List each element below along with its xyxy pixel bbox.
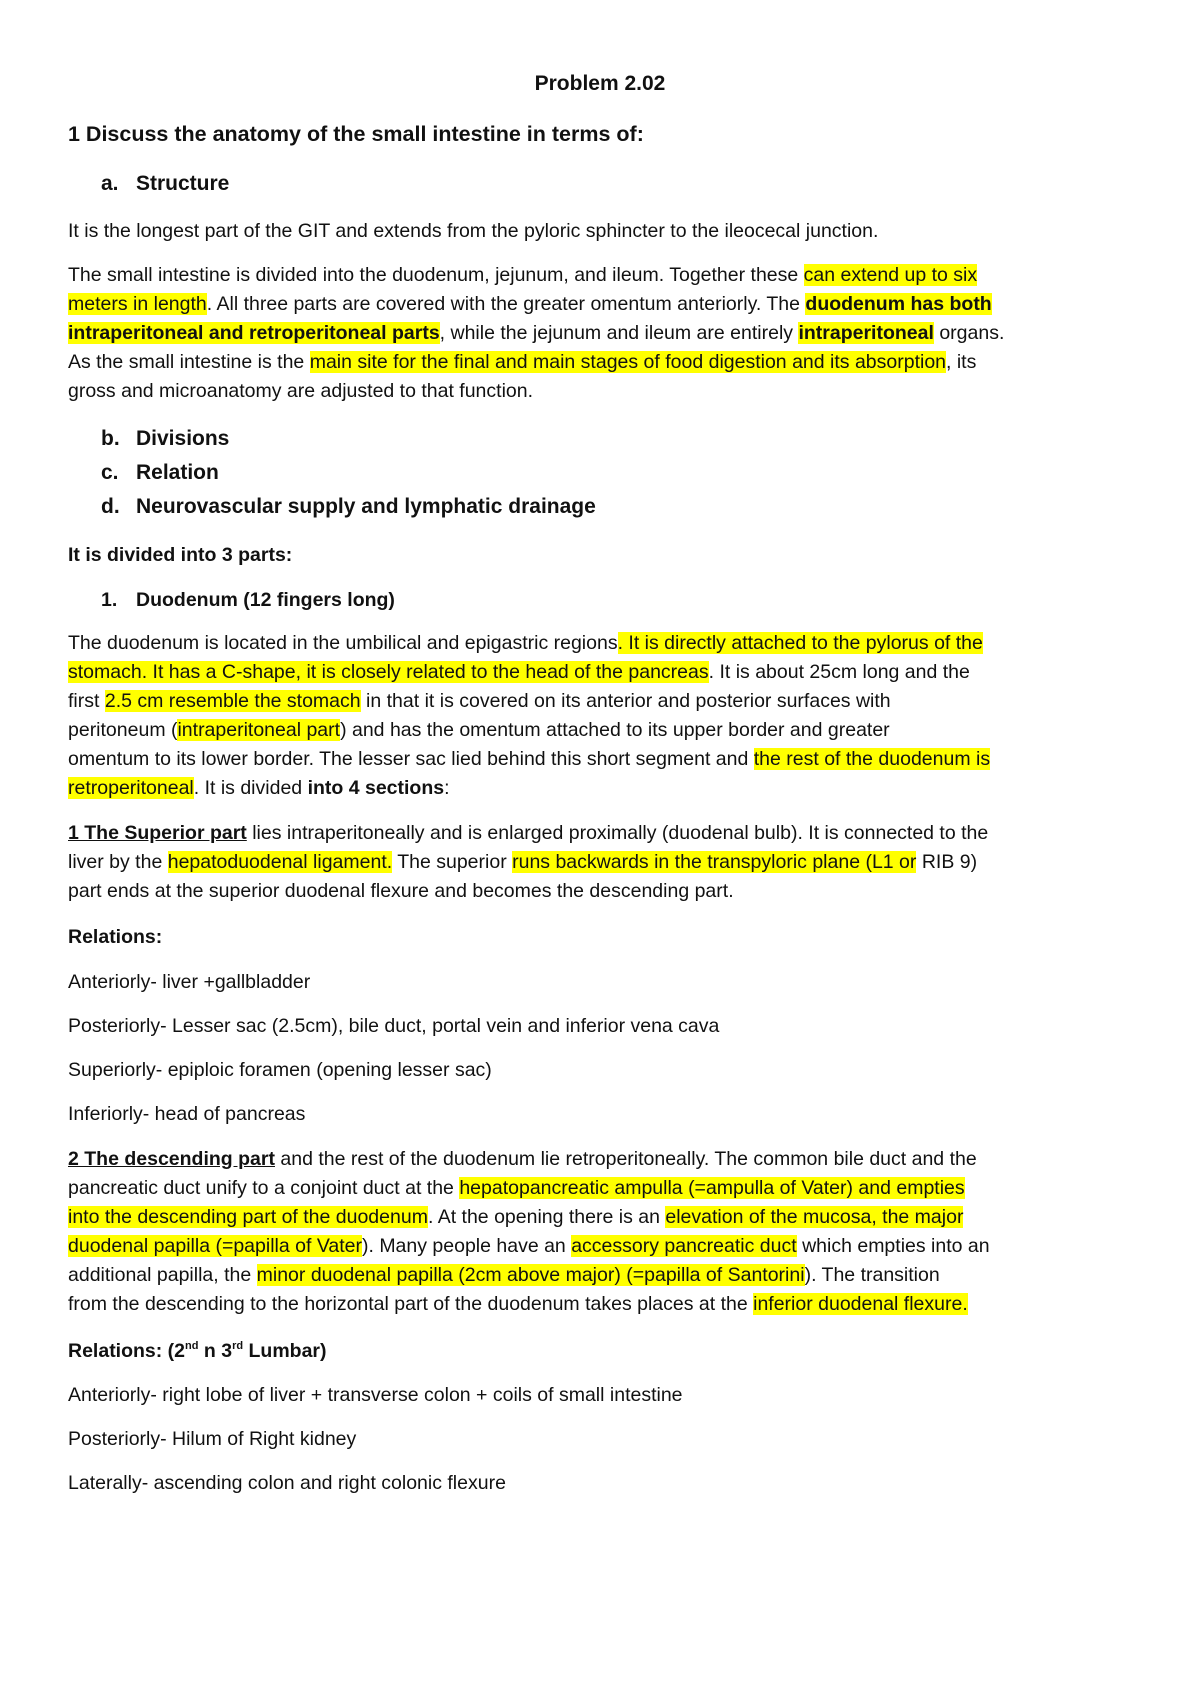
section-title: 2 The descending part — [68, 1148, 275, 1170]
subheading-divisions — [101, 426, 230, 452]
list-marker: 1. — [101, 589, 118, 611]
subheading-structure — [101, 171, 230, 197]
structure-line — [68, 320, 1004, 346]
text-run: liver by the — [68, 851, 168, 873]
text-run: omentum to its lower border. The lesser sac lied behind this short segment and — [68, 748, 754, 770]
text-run: The superior — [392, 851, 513, 873]
subheading-neurovascular — [101, 494, 596, 520]
text-run: . At the opening there is an — [427, 1206, 666, 1228]
subheading-relation — [101, 460, 219, 486]
text-run: in that it is covered on its anterior and posterior surfaces with — [360, 690, 891, 712]
duodenum-line — [68, 775, 450, 801]
subheading-label: Neurovascular supply and lymphatic drainage — [136, 495, 596, 518]
list-marker: d. — [101, 495, 120, 518]
text-run: organs. — [933, 322, 1005, 344]
highlighted-text: 2.5 cm resemble the stomach — [104, 690, 361, 712]
structure-line — [68, 262, 977, 288]
highlighted-text: . It is directly attached to the pylorus of the — [617, 632, 983, 654]
section-title: 1 The Superior part — [68, 822, 247, 844]
text-run: The duodenum is located in the umbilical and epigastric regions — [68, 632, 618, 654]
highlighted-text: runs backwards in the transpyloric plane (L1 or — [512, 851, 917, 873]
text-run: , its — [946, 351, 977, 373]
text-run: pancreatic duct unify to a conjoint duct at the — [68, 1177, 460, 1199]
duodenum-line — [68, 659, 970, 685]
relation-item: Laterally- ascending colon and right colonic flexure — [68, 1472, 506, 1494]
text-run: ). The transition — [804, 1264, 940, 1286]
text-run: : — [444, 777, 450, 799]
text-run: , while the jejunum and ileum are entirely — [439, 322, 799, 344]
highlighted-text: intraperitoneal part — [177, 719, 341, 741]
highlighted-text: duodenum has both — [805, 293, 992, 315]
subheading-label: Relation — [136, 461, 219, 484]
structure-paragraph-1: It is the longest part of the GIT and extends from the pyloric sphincter to the ileocecal junction. — [68, 220, 879, 242]
text-run: part ends at the superior duodenal flexure and becomes the descending part. — [68, 880, 734, 902]
text-run: and the rest of the duodenum lie retroperitoneally. The common bile duct and the — [274, 1148, 977, 1170]
highlighted-text: accessory pancreatic duct — [571, 1235, 797, 1257]
relation-item: Posteriorly- Hilum of Right kidney — [68, 1428, 357, 1450]
structure-line — [68, 378, 533, 404]
divided-heading: It is divided into 3 parts: — [68, 544, 293, 566]
descending-line — [68, 1175, 965, 1201]
text-run: . All three parts are covered with the greater omentum anteriorly. The — [206, 293, 806, 315]
duodenum-line — [68, 630, 983, 656]
highlighted-text: intraperitoneal — [798, 322, 934, 344]
subheading-label: Divisions — [136, 427, 230, 450]
highlighted-text: stomach. It has a C-shape, it is closely related to the head of the pancreas — [68, 661, 709, 683]
page-title: Problem 2.02 — [534, 72, 666, 95]
text-run: from the descending to the horizontal part of the duodenum takes places at the — [68, 1293, 754, 1315]
highlighted-text: duodenal papilla (=papilla of Vater — [68, 1235, 362, 1257]
structure-line — [68, 291, 992, 317]
superior-line — [68, 820, 988, 846]
superior-line — [68, 849, 977, 875]
relation-item: Posteriorly- Lesser sac (2.5cm), bile duct, portal vein and inferior vena cava — [68, 1015, 720, 1037]
relation-item: Anteriorly- liver +gallbladder — [68, 971, 311, 993]
highlighted-text: into the descending part of the duodenum — [68, 1206, 428, 1228]
structure-line — [68, 349, 976, 375]
text-run: which empties into an — [796, 1235, 990, 1257]
highlighted-text: the rest of the duodenum is — [753, 748, 991, 770]
descending-line — [68, 1262, 940, 1288]
duodenum-line — [68, 746, 990, 772]
relation-item: Superiorly- epiploic foramen (opening lesser sac) — [68, 1059, 492, 1081]
descending-line — [68, 1233, 990, 1259]
text-run: first — [68, 690, 105, 712]
list-marker: b. — [101, 427, 120, 450]
highlighted-text: inferior duodenal flexure. — [753, 1293, 968, 1315]
text-run: RIB 9) — [916, 851, 978, 873]
text-run: . It is divided — [193, 777, 308, 799]
text-run: ). Many people have an — [361, 1235, 572, 1257]
descending-line — [68, 1291, 968, 1317]
duodenum-line — [68, 717, 890, 743]
part-label: Duodenum (12 fingers long) — [136, 589, 395, 611]
text-run: As the small intestine is the — [68, 351, 310, 373]
highlighted-text: elevation of the mucosa, the major — [665, 1206, 964, 1228]
relation-item: Anteriorly- right lobe of liver + transverse colon + coils of small intestine — [68, 1384, 683, 1406]
relations-lumbar-heading: Relations: (2nd n 3rd Lumbar) — [68, 1339, 327, 1362]
question-heading: 1 Discuss the anatomy of the small intestine in terms of: — [68, 122, 644, 146]
list-marker: c. — [101, 461, 119, 484]
relations-heading: Relations: — [68, 926, 163, 948]
part-duodenum-heading — [101, 587, 395, 613]
list-marker: a. — [101, 172, 119, 195]
text-run: ) and has the omentum attached to its upper border and greater — [340, 719, 890, 741]
highlighted-text: minor duodenal papilla (2cm above major) (=papilla of Santorini — [256, 1264, 805, 1286]
descending-line — [68, 1146, 977, 1172]
superior-line — [68, 878, 734, 904]
descending-line — [68, 1204, 963, 1230]
highlighted-text: can extend up to six — [803, 264, 978, 286]
text-run: peritoneum ( — [68, 719, 178, 741]
relation-item: Inferiorly- head of pancreas — [68, 1103, 306, 1125]
highlighted-text: meters in length — [68, 293, 207, 315]
bold-text: into 4 sections — [307, 777, 445, 799]
highlighted-text: hepatopancreatic ampulla (=ampulla of Vater) and empties — [459, 1177, 965, 1199]
subheading-label: Structure — [136, 172, 230, 195]
text-run: lies intraperitoneally and is enlarged proximally (duodenal bulb). It is connected to the — [246, 822, 989, 844]
highlighted-text: retroperitoneal — [68, 777, 194, 799]
text-run: . It is about 25cm long and the — [708, 661, 970, 683]
text-run: The small intestine is divided into the duodenum, jejunum, and ileum. Together these — [68, 264, 804, 286]
highlighted-text: hepatoduodenal ligament. — [167, 851, 393, 873]
highlighted-text: main site for the final and main stages of food digestion and its absorption — [309, 351, 947, 373]
text-run: gross and microanatomy are adjusted to that function. — [68, 380, 534, 402]
duodenum-line — [68, 688, 891, 714]
text-run: additional papilla, the — [68, 1264, 257, 1286]
highlighted-text: intraperitoneal and retroperitoneal parts — [68, 322, 440, 344]
